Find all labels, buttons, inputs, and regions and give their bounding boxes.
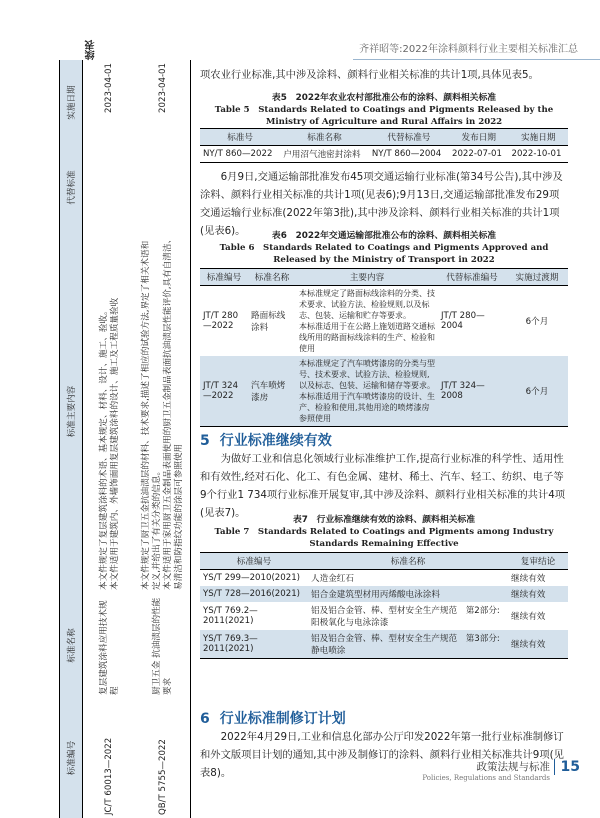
col-header: 实施日期 — [508, 129, 568, 146]
col-header: 标准编号 — [60, 698, 83, 818]
col-header: 实施日期 — [60, 60, 83, 145]
col-header: 标准名称 — [308, 553, 508, 570]
table-row — [200, 146, 568, 163]
cell: JT/T 280—2004 — [441, 311, 485, 331]
intro-paragraph: 项农业行业标准,其中涉及涂料、颜料行业相关标准的共计1项,具体见表5。 — [200, 69, 539, 81]
paragraph-plan: 2022年4月29日,工业和信息化部办公厅印发2022年第一批行业标准制修订和外文版项目计划的通知,其中涉及制修订的涂料、颜料行业相关标准共计9项(见表8)。 — [200, 731, 564, 779]
cell: 户用沼气池密封涂料 — [280, 146, 369, 163]
cell: 铝及铝合金管、棒、型材安全生产规范 第2部分:阳极氧化与电泳涂漆 — [311, 606, 500, 628]
cell: 2022-07-01 — [449, 146, 508, 163]
cell: 2022-10-01 — [508, 146, 568, 163]
paragraph-transport: 6月9日,交通运输部批准发布45项交通运输行业标准(第34号公告),其中涉及涂料、颜料行业相关标准的共计1项(见表6);9月13日,交通运输部批准发布29项交通运输行业标准(2022年第3批),其中涉及涂料、颜料行业相关标准的共计1项(见表6)。 — [200, 171, 563, 237]
cell: 本标准规定了汽车喷烤漆房的分类与型号、技术要求、试验方法、检验规则,以及标志、包装、运输和储存等要求。 本标准适用于汽车喷烤漆房的设计、生产、检验和使用,其他用途的喷烤漆房参照使用 — [296, 356, 438, 427]
cell: 本标准规定了路面标线涂料的分类、技术要求、试验方法、检验规则,以及标志、包装、运输和贮存等要求。 本标准适用于在公路上施划道路交通标线所用的路面标线涂料的生产、检验和使用 — [299, 289, 435, 353]
table6 — [200, 268, 568, 427]
cell: NY/T 860—2022 — [200, 146, 280, 163]
cell: 继续有效 — [508, 630, 568, 659]
table-row — [200, 356, 568, 427]
table5-caption — [200, 92, 568, 128]
page-number: 15 — [554, 759, 580, 775]
cell: JC/T 60013—2022 — [104, 737, 115, 815]
table-row — [200, 570, 568, 587]
section-number: 6 — [200, 711, 210, 727]
cell: 铝合金建筑型材用丙烯酸电泳涂料 — [308, 586, 508, 602]
table5-caption-cn: 表5 2022年农业农村部批准公布的涂料、颜料相关标准 — [271, 93, 497, 103]
cell: 2023-04-01 — [137, 60, 191, 145]
cell: 厨卫五金 抗油渍层的性能要求 — [137, 593, 191, 698]
cell: YS/T 769.3—2011(2021) — [200, 630, 308, 659]
col-header: 标准编号 — [200, 269, 248, 286]
col-header: 发布日期 — [449, 129, 508, 146]
cell: YS/T 299—2010(2021) — [203, 573, 301, 583]
section6-heading — [200, 708, 346, 728]
continued-label: 续表 — [86, 40, 97, 60]
cell: 本文件规定了厨卫五金抗油渍层的材料、技术要求,描述了相应的试验方法,界定了相关术语和定义,并给出了有关分类的信息。 本文件适用于家用厨卫五金制品表面使用的厨卫五金制品表面抗油渍层性能评价,具有自清洁、易清洁和防指纹功能的涂层可参照使用 — [137, 230, 191, 593]
footer-subtitle: Policies, Regulations and Standards — [422, 774, 550, 782]
cell: JT/T 280—2022 — [203, 311, 239, 331]
col-header: 标准名称 — [248, 269, 296, 286]
section-title: 行业标准制修订计划 — [219, 711, 346, 727]
col-header: 代替标准 — [60, 145, 83, 230]
cell: JT/T 324—2008 — [438, 356, 506, 427]
cell: 汽车喷烤漆房 — [248, 356, 296, 427]
cell: YS/T 728—2016(2021) — [200, 586, 308, 602]
cell — [137, 145, 191, 230]
cell: NY/T 860—2004 — [369, 146, 449, 163]
col-header: 标准主要内容 — [60, 230, 83, 593]
cell: 本文件规定了复层建筑涂料的术语、基本规定、材料、设计、施工、验收。 本文件适用于建筑内、外墙饰面用复层建筑涂料的设计、施工及工程质量验收 — [98, 297, 120, 590]
paragraph-review: 为做好工业和信息化领域行业标准维护工作,提高行业标准的科学性、适用性和有效性,经对石化、化工、有色金属、建材、稀土、汽车、轻工、纺织、电子等9个行业1 734项行业标准开展复审,其中涉及涂料、颜料行业相关标准的共计4项(见表7)。 — [200, 453, 566, 519]
col-header: 代替标准编号 — [438, 269, 506, 286]
page-footer — [422, 759, 578, 782]
table7-caption-en: Table 7 Standards Related to Coatings and Pigments among Industry Standards Remaining Effective — [214, 527, 554, 549]
cell: YS/T 769.2—2011(2021) — [203, 606, 258, 626]
table7 — [200, 552, 568, 659]
section5-heading — [200, 430, 332, 450]
cell: 继续有效 — [511, 612, 546, 622]
cell: 继续有效 — [511, 574, 546, 584]
cell: 复层建筑涂料应用技术规程 — [98, 600, 120, 695]
col-header: 标准名称 — [280, 129, 369, 146]
col-header: 代替标准号 — [369, 129, 449, 146]
table7-caption — [200, 514, 568, 550]
col-header: 实施过渡期 — [506, 269, 568, 286]
running-header: 齐祥昭等:2022年涂料颜料行业主要相关标准汇总 — [359, 40, 578, 55]
table6-caption-cn: 表6 2022年交通运输部批准公布的涂料、颜料相关标准 — [271, 231, 497, 241]
cell: 2023-04-01 — [104, 63, 115, 113]
cell — [83, 145, 137, 230]
col-header: 标准名称 — [60, 593, 83, 698]
table6-caption-en: Table 6 Standards Related to Coatings and Pigments Approved and Released by the Ministry of Transport in 2022 — [219, 243, 549, 265]
table-row — [83, 60, 137, 818]
col-header: 标准编号 — [200, 553, 308, 570]
section-title: 行业标准继续有效 — [219, 433, 332, 449]
cell: 继续有效 — [508, 586, 568, 602]
table7-caption-cn: 表7 行业标准继续有效的涂料、颜料相关标准 — [292, 515, 476, 525]
cell: 铝及铝合金管、棒、型材安全生产规范 第3部分:静电喷涂 — [308, 630, 508, 659]
col-header: 主要内容 — [296, 269, 438, 286]
table-row — [200, 286, 568, 357]
cell: 人造金红石 — [311, 574, 354, 584]
footer-title: 政策法规与标准 — [476, 761, 550, 773]
cell: 6个月 — [506, 356, 568, 427]
cell: 路面标线涂料 — [251, 311, 286, 333]
section-number: 5 — [200, 433, 210, 449]
table-row — [200, 602, 568, 630]
cell: QB/T 5755—2022 — [137, 698, 191, 818]
table5-caption-en: Table 5 Standards Related to Coatings and Pigments Released by the Ministry of Agriculture and Rural Affairs in 2022 — [214, 105, 554, 127]
col-header: 标准号 — [200, 129, 280, 146]
cell: 6个月 — [525, 317, 549, 327]
col-header: 复审结论 — [508, 553, 568, 570]
table5 — [200, 128, 568, 163]
table-row — [200, 630, 568, 659]
cell: JT/T 324—2022 — [200, 356, 248, 427]
table6-caption — [200, 230, 568, 266]
table-row — [200, 586, 568, 602]
continued-table — [59, 60, 191, 818]
table-row — [137, 60, 191, 818]
